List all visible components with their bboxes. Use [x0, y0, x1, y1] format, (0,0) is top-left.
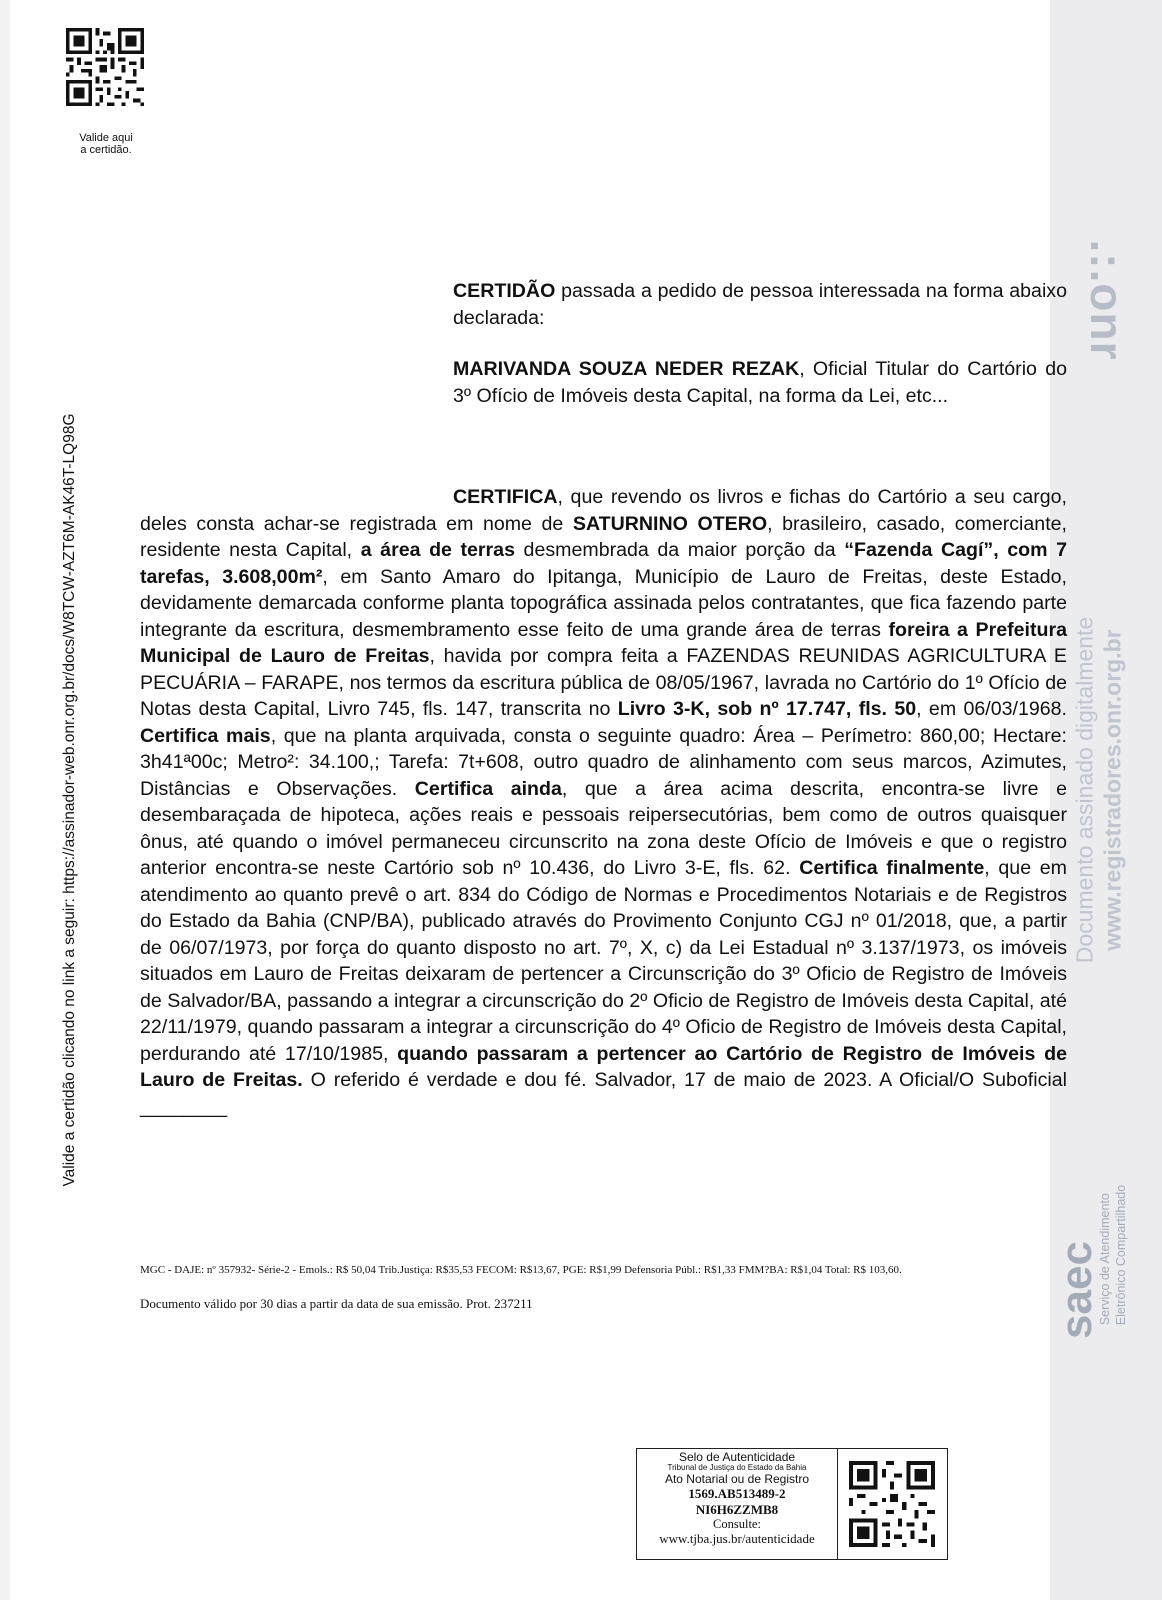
validation-link[interactable]: Valide a certidão clicando no link a seguir: https://assinador-web.onr.org.br/docs/W8TCW-AZT6M-AK46T-LQ98G	[61, 413, 78, 1187]
body-text: , brasileiro, casado, comerciante, residente nesta Capital,	[140, 512, 1067, 561]
saec-logo: saec	[1052, 1241, 1101, 1339]
saec-subtitle-line: Eletrônico Compartilhado	[1114, 1184, 1128, 1326]
body-text: O referido é verdade e dou fé. Salvador, 17 de maio de 2023. A Oficial/O Suboficial ________	[140, 1069, 1067, 1118]
qr-code-validation-icon[interactable]	[66, 28, 144, 106]
body-text: , que em atendimento ao quanto prevê o art. 834 do Código de Normas e Procedimentos Notariais e de Registros do Estado da Bahia (CNP/BA), publicado através do Provimento Conjunto CGJ nº 01/2018, que, a partir de 06/07/1973, por força do quanto disposto no art. 7º, X, c) da Lei Estadual nº 3.137/1973, os imóveis situados em Lauro de Freitas deixaram de pertencer a Circunscrição do 3º Oficio de Registro de Imóveis de Salvador/BA, passando a integrar a circunscrição do 2º Oficio de Registro de Imóveis desta Capital, até 22/11/1979, quando passaram a integrar a circunscrição do 4º Oficio de Registro de Imóveis desta Capital, perdurando até 17/10/1985,	[140, 857, 1067, 1065]
body-bold: Certifica mais	[140, 724, 271, 747]
certidao-intro	[453, 278, 1067, 331]
body-text: , que a área acima descrita, encontra-se livre e desembaraçada de hipoteca, ações reais e pessoais reipersecutórias, bem como de outros quaisquer ônus, até quando o imóvel permaneceu circunscrito na zona deste Ofício de Imóveis e que o registro anterior encontra-se neste Cartório sob nº 10.436, do Livro 3-E, fls. 62.	[140, 777, 1067, 879]
body-text: , que na planta arquivada, consta o seguinte quadro: Área – Perímetro: 860,00; Hectare: 3h41ª00c; Metro²: 34.100,; Tarefa: 7t+608, outro quadro de alinhamento com seus marcos, Azimutes, Distâncias e Observações.	[140, 724, 1067, 800]
qr-caption-line: a certidão.	[80, 144, 132, 156]
qr-caption-line: Valide aqui	[79, 132, 133, 144]
body-text: , havida por compra feita a FAZENDAS REUNIDAS AGRICULTURA E PECUÁRIA – FARAPE, nos termos da escritura pública de 08/05/1967, lavrada no Cartório do 1º Ofício de Notas desta Capital, Livro 745, fls. 147, transcrita no	[140, 645, 1067, 720]
body-text: , em 06/03/1968.	[916, 698, 1067, 720]
body-text: , em Santo Amaro do Ipitanga, Município de Lauro de Freitas, deste Estado, devidamente demarcada conforme planta topográfica assinada pelos contratantes, que fica fazendo parte integrante da escritura, desmembramento esse feito de uma grande área de terras	[140, 565, 1068, 641]
body-bold: CERTIFICA	[453, 486, 558, 508]
qr-caption	[56, 132, 156, 156]
oficial-name: MARIVANDA SOUZA NEDER REZAK	[453, 358, 800, 380]
body-bold: SATURNINO OTERO	[572, 512, 768, 535]
certidao-label: CERTIDÃO	[453, 280, 556, 302]
seal-qr-code-icon[interactable]	[849, 1461, 935, 1547]
body-bold: quando passaram a pertencer ao Cartório de Registro de Imóveis de Lauro de Freitas.	[140, 1042, 1067, 1091]
fees-line: MGC - DAJE: nº 357932- Série-2 - Emols.: R$ 50,04 Trib.Justiça: R$35,53 FECOM: R$13,67, PGE: R$1,99 Defensoria Públ.: R$1,33 FMM?BA: R$1,04 Total: R$ 103,60.	[140, 1264, 902, 1276]
body-bold: a área de terras	[360, 539, 515, 561]
authenticity-seal	[636, 1448, 948, 1560]
signed-digitally-text: Documento assinado digitalmente	[1071, 616, 1098, 964]
body-bold: “Fazenda Cagí”, com 7 tarefas, 3.608,00m²	[140, 539, 1067, 588]
certidao-intro-text: passada a pedido de pessoa interessada na forma abaixo declarada:	[453, 280, 1067, 329]
saec-subtitle	[1097, 1185, 1129, 1325]
seal-tribunal: Tribunal de Justiça do Estado da Bahia	[667, 1463, 807, 1472]
saec-subtitle-line: Serviço de Atendimento	[1098, 1193, 1112, 1326]
body-bold: foreira a Prefeitura Municipal de Lauro de Freitas	[140, 618, 1067, 667]
seal-code: NI6H6ZZMB8	[695, 1502, 779, 1517]
body-bold: Certifica ainda	[414, 777, 562, 800]
body-text: desmembrada da maior porção da	[514, 539, 845, 561]
seal-code: 1569.AB513489-2	[688, 1486, 786, 1501]
oficial-text: , Oficial Titular do Cartório do 3º Ofício de Imóveis desta Capital, na forma da Lei, etc...	[453, 358, 1068, 407]
body-bold: Certifica finalmente	[799, 857, 985, 879]
seal-ato: Ato Notarial ou de Registro	[664, 1472, 810, 1486]
certidao-body	[140, 484, 1067, 1120]
seal-text-block	[637, 1449, 838, 1559]
body-text: , que revendo os livros e fichas do Cartório a seu cargo, deles consta achar-se registrada em nome de	[140, 486, 1067, 535]
seal-title: Selo de Autenticidade	[678, 1450, 796, 1464]
oficial-paragraph	[453, 356, 1067, 409]
validity-note: Documento válido por 30 dias a partir da data de sua emissão. Prot. 237211	[140, 1296, 533, 1311]
seal-url[interactable]: www.tjba.jus.br/autenticidade	[659, 1531, 815, 1546]
registradores-url[interactable]: www.registradores.onr.org.br	[1099, 629, 1126, 951]
onr-logo: .:.onr	[1081, 239, 1133, 361]
body-bold: Livro 3-K, sob nº 17.747, fls. 50	[617, 698, 917, 720]
seal-consulte: Consulte:	[713, 1517, 761, 1531]
